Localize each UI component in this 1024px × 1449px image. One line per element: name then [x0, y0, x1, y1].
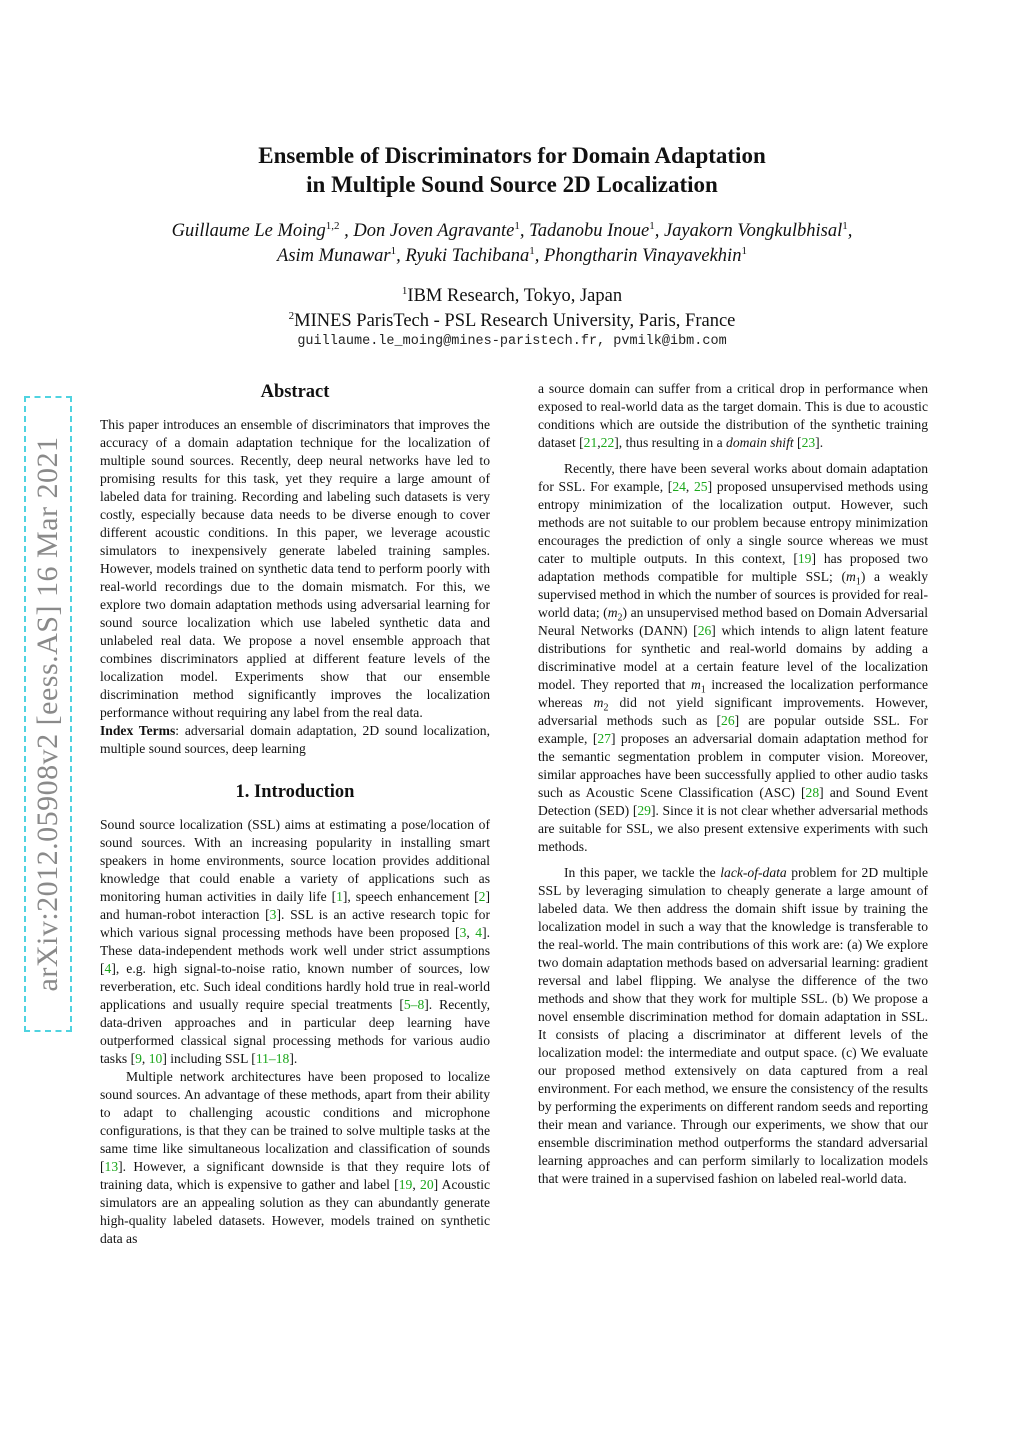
author-name: Tadanobu Inoue — [529, 221, 650, 241]
author-affiliation-mark: 1 — [529, 244, 535, 257]
paper-title — [0, 141, 1024, 199]
paragraph: In this paper, we tackle the lack-of-data problem for 2D multiple SSL by leveraging simulation to cheaply generate a large amount of labeled data. We then address the domain shift issue by training the localization model in such a way that the knowledge is transferable to the real-world. The main contributions of this work are: (a) We explore two domain adaptation methods based on adversarial learning: gradient reversal and label flipping. We analyse the difference of the two methods and show that they work for multiple SSL. (b) We propose a novel ensemble discrimination method for domain adaptation in SSL. It consists of placing a discriminator at different levels of the localization model: the intermediate and output space. (c) We evaluate our proposed method extensively on data captured from a real environment. For each method, we ensure the consistency of the results by performing the experiments on different random seeds and reporting their mean and variance. Through our experiments, we show that our ensemble discrimination method outperforms the standard adversarial learning approaches and can perform similarly to localization models that were trained in a supervised fashion on labeled real-world data. — [538, 865, 929, 1186]
right-column — [538, 380, 928, 1188]
citation-link[interactable]: 10 — [148, 1051, 163, 1066]
index-terms — [100, 722, 490, 758]
citation-link[interactable]: 5–8 — [403, 997, 425, 1012]
paragraph: Recently, there have been several works about domain adaptation for SSL. For example, [24, 25] proposed unsupervised methods using entropy minimization of the localization output. However, such methods are not suitable to our problem because entropy minimization encourages the prediction of only a single source whereas we must cater to multiple outputs. In this context, [19] has proposed two adaptation methods compatible for multiple SSL; $(m_1)$ a weakly supervised method in which the number of sources is provided for real-world data; $(m_2)$ an unsupervised method based on Domain Adversarial Neural Networks (DANN) [26] which intends to align latent feature distributions for synthetic and real-world domains by adding a discriminative model at a certain feature level of the localization model. They reported that $m_1$ increased the localization performance whereas $m_2$ did not yield significant improvements. However, adversarial methods such as [26] are popular outside SSL. For example, [27] proposes an adversarial domain adaptation method for the semantic segmentation problem in computer vision. Moreover, similar approaches have been successfully applied to other audio tasks such as Acoustic Scene Classification (ASC) [28] and Sound Event Detection (SED) [29]. Since it is not clear whether adversarial methods are suitable for SSL, we also present extensive experiments with such methods. — [538, 461, 928, 854]
author-name: Phongtharin Vinayavekhin — [543, 246, 742, 266]
author-list — [0, 219, 1024, 269]
title-line: in Multiple Sound Source 2D Localization — [306, 172, 718, 197]
index-terms-text: : adversarial domain adaptation, 2D sound localization, multiple sound sources, deep learning — [100, 723, 491, 756]
math-symbol: $m_2$ — [593, 695, 609, 714]
citation-link[interactable]: 9 — [135, 1051, 142, 1066]
citation-link[interactable]: 3 — [269, 907, 277, 922]
abstract-text: This paper introduces an ensemble of discriminators that improves the accuracy of a domain adaptation technique for the localization of multiple sound sources. Recently, deep neural networks have led to promising results for this task, yet they require a large amount of labeled data for training. Recording and labeling such datasets is very costly, especially because data needs to be diverse enough to cover different acoustic conditions. In this paper, we leverage acoustic simulators to inexpensively generate labeled training samples. However, models trained on synthetic data tend to perform poorly with real-world recordings due to the domain mismatch. For this, we explore two domain adaptation methods using adversarial learning for sound source localization which use labeled synthetic data and unlabeled real data. We propose a novel ensemble approach that combines discriminators applied at different feature levels of the localization model. Experiments show that our ensemble discrimination method significantly improves the localization performance without requiring any label from the real data. — [100, 417, 490, 720]
title-line: Ensemble of Discriminators for Domain Adaptation — [258, 143, 766, 168]
author-affiliation-mark: 1 — [514, 219, 520, 232]
citation-link[interactable]: 23 — [801, 435, 816, 450]
affiliation — [0, 284, 1024, 309]
citation-link[interactable]: 19 — [398, 1177, 413, 1192]
citation-link[interactable]: 29 — [637, 803, 651, 818]
emphasis: domain shift — [726, 435, 794, 450]
math-symbol: $m_1$ — [846, 569, 861, 588]
citation-link[interactable]: 19 — [797, 551, 812, 566]
citation-link[interactable]: 2 — [478, 889, 486, 904]
author-affiliation-mark: 1 — [741, 244, 747, 257]
citation-link[interactable]: 26 — [721, 713, 735, 728]
citation-link[interactable]: 3 — [459, 925, 467, 940]
citation-link[interactable]: 20 — [420, 1177, 434, 1192]
affiliation — [0, 309, 1024, 334]
section-heading-introduction: 1. Introduction — [235, 782, 355, 802]
author-name: Jayakorn Vongkulbhisal — [663, 221, 843, 241]
citation-link[interactable]: 28 — [805, 785, 820, 800]
contact-emails[interactable]: guillaume.le_moing@mines-paristech.fr, pvmilk@ibm.com — [297, 334, 727, 349]
paragraph: Multiple network architectures have been proposed to localize sound sources. An advantage of these methods, apart from their ability to adapt to challenging acoustic conditions and microphone configurations, is that they can be trained to solve multiple tasks at the same time like simultaneous localization and classification of sounds [13]. However, a significant downside is that they require lots of training data, which is expensive to gather and label [19, 20] Acoustic simulators are an appealing solution as they can abundantly generate high-quality labeled datasets. However, models trained on synthetic data as — [100, 1069, 491, 1246]
affiliation-text: IBM Research, Tokyo, Japan — [407, 286, 623, 306]
citation-link[interactable]: 11–18 — [255, 1051, 290, 1066]
citation-link[interactable]: 22 — [600, 435, 615, 450]
author-line: Guillaume Le Moing$^{1,2}$ , Don Joven Agravante$^1$, Tadanobu Inoue$^1$, Jayakorn Vongkulbhisal$^1$, — [171, 219, 853, 241]
index-terms-label: Index Terms — [100, 723, 176, 738]
citation-link[interactable]: 1 — [336, 889, 343, 904]
paragraph: a source domain can suffer from a critical drop in performance when exposed to real-world data as the target domain. This is due to acoustic conditions which are outside the distribution of the synthetic training dataset [21,22], thus resulting in a domain shift [23]. — [538, 381, 928, 450]
affiliation-text: MINES ParisTech - PSL Research University, Paris, France — [294, 311, 736, 331]
author-affiliation-mark: 1,2 — [325, 219, 340, 232]
affiliation-number: 1 — [401, 284, 408, 297]
arxiv-identifier[interactable]: arXiv:2012.05908v2 [eess.AS] 16 Mar 2021 — [31, 436, 64, 992]
math-symbol: $m_2$ — [607, 605, 623, 624]
affiliation-number: 2 — [288, 309, 295, 322]
citation-link[interactable]: 4 — [475, 925, 483, 940]
citation-link[interactable]: 4 — [104, 961, 112, 976]
math-symbol: $m_1$ — [690, 677, 706, 696]
author-name: Asim Munawar — [277, 246, 391, 266]
paragraph: Sound source localization (SSL) aims at estimating a pose/location of sound sources. With an increasing popularity in installing smart speakers in home environments, source location provides additional knowledge that could enable a variety of applications such as monitoring human activities in daily life [1], speech enhancement [2] and human-robot interaction [3]. SSL is an active research topic for which various signal processing methods have been proposed [3, 4]. These data-independent methods work well under strict assumptions [4], e.g. high signal-to-noise ratio, known number of sources, low reverberation, etc. Such ideal conditions hardly hold true in real-world applications and usually require special treatments [5–8]. Recently, data-driven approaches and in particular deep learning have outperformed classical signal processing methods for various audio tasks [9, 10] including SSL [11–18]. — [100, 817, 490, 1066]
author-affiliation-mark: 1 — [390, 244, 397, 257]
affiliations — [0, 284, 1024, 334]
author-name: Don Joven Agravante — [353, 221, 515, 241]
author-affiliation-mark: 1 — [842, 219, 848, 232]
emphasis: lack-of-data — [720, 865, 787, 880]
author-affiliation-mark: 1 — [649, 219, 655, 232]
abstract-heading: Abstract — [260, 382, 330, 402]
citation-link[interactable]: 27 — [597, 731, 611, 746]
left-column — [100, 380, 490, 1248]
citation-link[interactable]: 21 — [583, 435, 598, 450]
author-name: Guillaume Le Moing — [171, 221, 326, 241]
citation-link[interactable]: 13 — [104, 1159, 119, 1174]
citation-link[interactable]: 26 — [697, 623, 712, 638]
author-name: Ryuki Tachibana — [405, 246, 530, 266]
author-line: Asim Munawar$^1$, Ryuki Tachibana$^1$, Phongtharin Vinayavekhin$^1$ — [277, 244, 747, 266]
citation-link[interactable]: 25 — [694, 479, 708, 494]
citation-link[interactable]: 24 — [672, 479, 686, 494]
